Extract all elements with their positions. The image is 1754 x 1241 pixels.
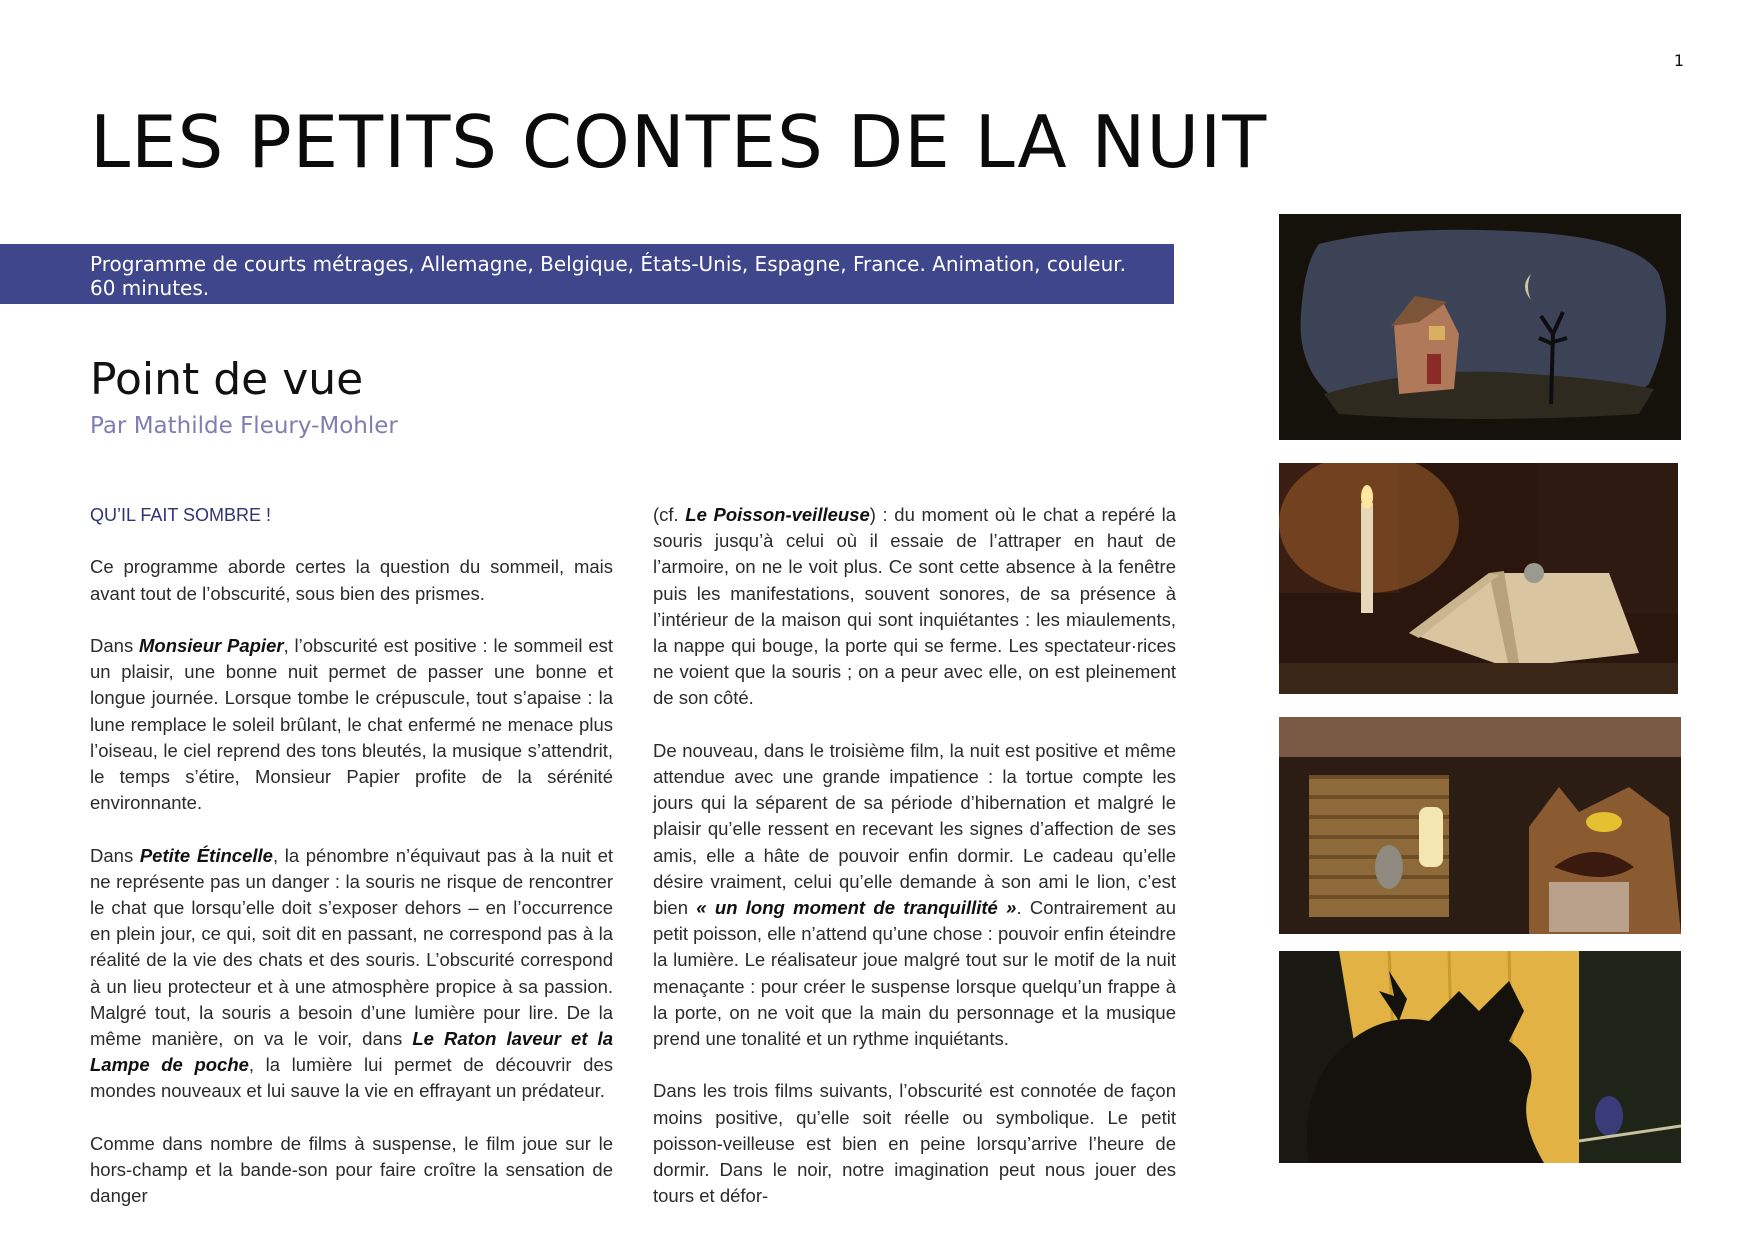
film-still-shadow-forest — [1279, 951, 1681, 1163]
paragraph: Dans les trois films suivants, l’obscurité est connotée de façon moins positive, qu’elle soit réelle ou symbolique. Le petit poisson-veilleuse est bien en peine lorsqu’arrive l’heure de dormir. Dans le noir, notre imagination peut nous jouer des tours et défor- — [653, 1080, 1176, 1207]
banner-text: Programme de courts métrages, Allemagne, Belgique, États-Unis, Espagne, France. Animation, couleur. 60 minutes. — [90, 252, 1127, 300]
subhead: QU’IL FAIT SOMBRE ! — [90, 505, 272, 525]
paragraph: Dans Monsieur Papier, l’obscurité est positive : le sommeil est un plaisir, une bonne nuit permet de passer une bonne et longue journée. Lorsque tombe le crépuscule, tout s’apaise : la lune remplace le soleil brûlant, le chat enfermé ne menace plus l’oiseau, le ciel reprend des tons bleutés, la musique s’attendrit, le temps s’étire, Monsieur Papier profite de la sérénité environnante. — [90, 634, 613, 814]
film-still-house-night — [1279, 214, 1681, 440]
film-still-candle-book — [1279, 463, 1678, 694]
page-title: LES PETITS CONTES DE LA NUIT — [90, 100, 1268, 184]
section-title: Point de vue — [90, 354, 364, 405]
paragraph: De nouveau, dans le troisième film, la nuit est positive et même attendue avec une grande impatience : la tortue compte les jours qui la séparent de sa période d’hibernation et malgré le plaisir qu’elle ressent en recevant les signes d’affection de ses amis, elle a hâte de pouvoir enfin dormir. Le cadeau qu’elle désire vraiment, celui qu’elle demande à son ami le lion, c’est bien « un long moment de tranquillité ». Contrairement au petit poisson, elle n’attend qu’une chose : pouvoir enfin éteindre la lumière. Le réalisateur joue malgré tout sur le motif de la nuit menaçante : pour créer le suspense lorsque quelqu’un frappe à la porte, on ne voit que la main du personnage et la musique prend une tonalité et un rythme inquiétants. — [653, 739, 1176, 1050]
page-number: 1 — [1673, 51, 1684, 70]
film-title: Le Raton laveur et la Lampe de poche — [90, 1028, 613, 1076]
paragraph: (cf. Le Poisson-veilleuse) : du moment où le chat a repéré la souris jusqu’à celui où il essaie de l’attraper en haut de l’armoire, on ne le voit plus. Ce sont cette absence à la fenêtre puis les manifestations, souvent sonores, de sa présence à l’intérieur de la maison qui sont inquiétantes : les miaulements, la nappe qui bouge, la porte qui se ferme. Les spectateur·rices ne voient que la souris ; on a peur avec elle, on est pleinement de son côté. — [653, 504, 1176, 709]
paragraph: Ce programme aborde certes la question du sommeil, mais avant tout de l’obscurité, sous bien des prismes. — [90, 556, 613, 604]
film-title: Le Poisson-veilleuse — [685, 504, 870, 525]
film-title: Petite Étincelle — [139, 844, 273, 866]
paragraph: Comme dans nombre de films à suspense, le film joue sur le hors-champ et la bande-son pour faire croître la sensation de danger — [90, 1132, 613, 1207]
quote: « un long moment de tranquillité » — [696, 897, 1017, 919]
film-still-cat-mouse — [1279, 717, 1681, 934]
paragraph: Dans Petite Étincelle, la pénombre n’équivaut pas à la nuit et ne représente pas un danger : la souris ne risque de rencontrer le chat que lorsqu’elle doit s’exposer dehors – en l’occurrence en plein jour, ce qui, soit dit en passant, ne correspond pas à la réalité de la vie des chats et des souris. L’obscurité correspond à un lieu protecteur et à une atmosphère propice à sa passion. Malgré tout, la souris a besoin d’une lumière pour lire. De la même manière, on va le voir, dans Le Raton laveur et la Lampe de poche, la lumière lui permet de découvrir des mondes nouveaux et lui sauve la vie en effrayant un prédateur. — [90, 844, 614, 1102]
text-column-left — [90, 502, 613, 1236]
text-column-right — [653, 502, 1176, 1236]
film-title: Monsieur Papier — [138, 634, 284, 656]
info-banner — [0, 244, 1174, 304]
author-byline: Par Mathilde Fleury-Mohler — [90, 413, 398, 439]
